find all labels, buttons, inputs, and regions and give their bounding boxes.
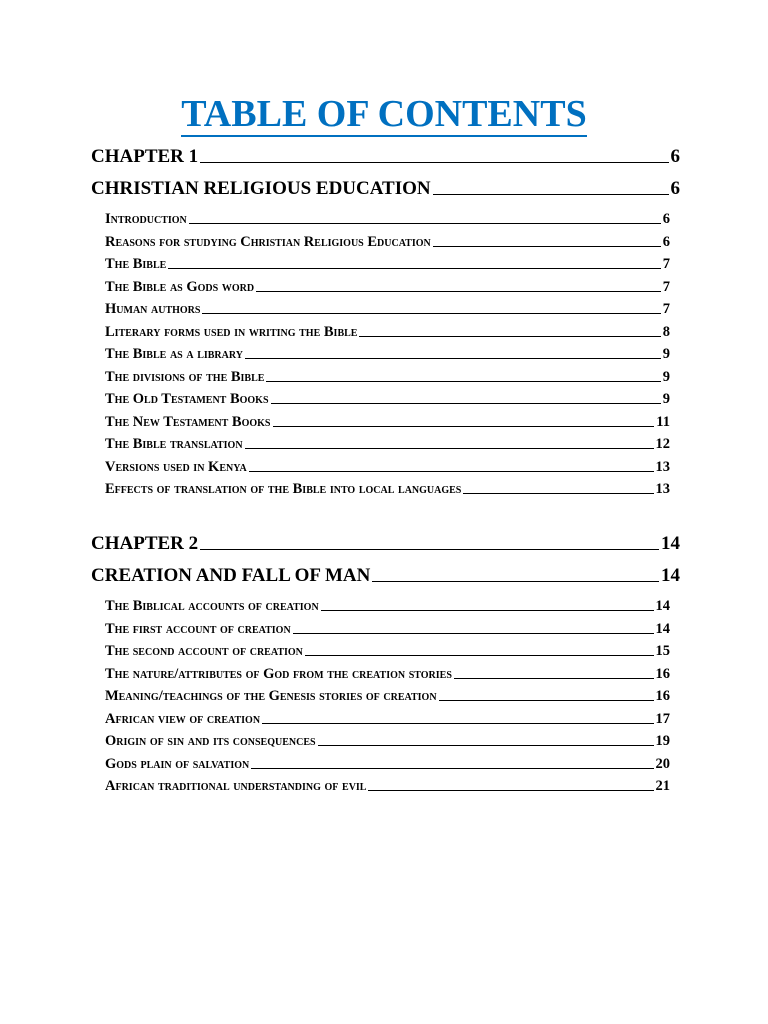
- toc-page-number: 14: [655, 621, 670, 637]
- toc-entry[interactable]: [105, 642, 670, 660]
- toc-page-number: 7: [662, 279, 670, 295]
- toc-leader: [293, 633, 654, 634]
- toc-leader: [200, 162, 668, 163]
- toc-entry[interactable]: [105, 413, 670, 431]
- toc-label: Introduction: [105, 211, 187, 227]
- toc-label: The Bible as a library: [105, 346, 243, 362]
- toc-page-number: 12: [655, 436, 670, 452]
- toc-entry[interactable]: [105, 687, 670, 705]
- toc-label: CHAPTER 1: [91, 146, 199, 167]
- toc-entry[interactable]: [105, 665, 670, 683]
- toc-label: CREATION AND FALL OF MAN: [91, 565, 371, 586]
- toc-leader: [433, 246, 661, 247]
- toc-page-number: 6: [662, 234, 670, 250]
- toc-entry[interactable]: [105, 458, 670, 476]
- toc-leader: [251, 768, 653, 769]
- toc-label: African view of creation: [105, 711, 261, 727]
- toc-chapter-subtitle[interactable]: [91, 176, 680, 200]
- toc-entry[interactable]: [105, 390, 670, 408]
- toc-entry[interactable]: [105, 255, 670, 273]
- toc-chapter-heading[interactable]: [91, 531, 680, 555]
- toc-leader: [200, 549, 659, 550]
- toc-page-number: 11: [656, 414, 670, 430]
- toc-leader: [245, 448, 654, 449]
- toc-entry[interactable]: [105, 278, 670, 296]
- toc-chapter-subtitle[interactable]: [91, 563, 680, 587]
- toc-leader: [271, 403, 661, 404]
- toc-label: The nature/attributes of God from the creation stories: [105, 666, 452, 682]
- toc-entry[interactable]: [105, 300, 670, 318]
- toc-label: Effects of translation of the Bible into local languages: [105, 481, 462, 497]
- toc-page-number: 13: [655, 481, 670, 497]
- toc-page-number: 7: [662, 301, 670, 317]
- toc-label: The Biblical accounts of creation: [105, 598, 319, 614]
- toc-entry[interactable]: [105, 777, 670, 795]
- toc-page-number: 7: [662, 256, 670, 272]
- toc-leader: [463, 493, 653, 494]
- toc-label: The New Testament Books: [105, 414, 271, 430]
- toc-page-number: 21: [655, 778, 670, 794]
- toc-entry[interactable]: [105, 323, 670, 341]
- toc-leader: [256, 291, 661, 292]
- toc-entry[interactable]: [105, 345, 670, 363]
- toc-page-number: 9: [662, 346, 670, 362]
- toc-leader: [168, 268, 660, 269]
- toc-page-number: 20: [655, 756, 670, 772]
- toc-label: The second account of creation: [105, 643, 303, 659]
- toc-entry[interactable]: [105, 435, 670, 453]
- page-title-text: TABLE OF CONTENTS: [181, 93, 587, 135]
- toc-label: Gods plain of salvation: [105, 756, 250, 772]
- toc-page-number: 15: [655, 643, 670, 659]
- toc-label: The first account of creation: [105, 621, 291, 637]
- toc-entry[interactable]: [105, 732, 670, 750]
- toc-page-number: 6: [662, 211, 670, 227]
- toc-leader: [372, 581, 659, 582]
- toc-label: CHAPTER 2: [91, 533, 199, 554]
- toc-entry[interactable]: [105, 480, 670, 498]
- toc-page-number: 14: [661, 565, 680, 586]
- toc-entry[interactable]: [105, 710, 670, 728]
- toc-page-number: 13: [655, 459, 670, 475]
- toc-label: The Bible as Gods word: [105, 279, 255, 295]
- toc-label: The Old Testament Books: [105, 391, 269, 407]
- toc-entry[interactable]: [105, 755, 670, 773]
- toc-page-number: 9: [662, 391, 670, 407]
- toc-label: Versions used in Kenya: [105, 459, 247, 475]
- toc-leader: [189, 223, 661, 224]
- toc-page-number: 8: [662, 324, 670, 340]
- toc-label: Origin of sin and its consequences: [105, 733, 316, 749]
- toc-leader: [433, 194, 669, 195]
- toc-label: Human authors: [105, 301, 201, 317]
- toc-entry[interactable]: [105, 210, 670, 228]
- toc-leader: [439, 700, 654, 701]
- toc-leader: [266, 381, 660, 382]
- toc-page-number: 6: [670, 178, 680, 199]
- toc-label: African traditional understanding of evil: [105, 778, 367, 794]
- toc-page-number: 16: [655, 688, 670, 704]
- toc-entry[interactable]: [105, 233, 670, 251]
- toc-leader: [202, 313, 660, 314]
- toc-label: Reasons for studying Christian Religious Education: [105, 234, 431, 250]
- toc-leader: [359, 336, 660, 337]
- toc-label: Meaning/teachings of the Genesis stories of creation: [105, 688, 437, 704]
- toc-leader: [454, 678, 654, 679]
- toc-leader: [321, 610, 654, 611]
- toc-label: The Bible: [105, 256, 167, 272]
- toc-leader: [245, 358, 661, 359]
- page-title: [0, 92, 768, 136]
- toc-leader: [249, 471, 654, 472]
- toc-label: The Bible translation: [105, 436, 243, 452]
- toc-page-number: 19: [655, 733, 670, 749]
- toc-leader: [273, 426, 655, 427]
- toc-leader: [305, 655, 654, 656]
- toc-entry[interactable]: [105, 620, 670, 638]
- toc-label: The divisions of the Bible: [105, 369, 265, 385]
- toc-page-number: 14: [661, 533, 680, 554]
- toc-page-number: 9: [662, 369, 670, 385]
- toc-leader: [262, 723, 653, 724]
- toc-page-number: 17: [655, 711, 670, 727]
- toc-page-number: 16: [655, 666, 670, 682]
- toc-entry[interactable]: [105, 597, 670, 615]
- toc-entry[interactable]: [105, 368, 670, 386]
- toc-label: Literary forms used in writing the Bible: [105, 324, 358, 340]
- toc-chapter-heading[interactable]: [91, 144, 680, 168]
- toc-leader: [368, 790, 653, 791]
- toc-leader: [318, 745, 654, 746]
- toc-page-number: 14: [655, 598, 670, 614]
- toc-page-number: 6: [670, 146, 680, 167]
- toc-label: CHRISTIAN RELIGIOUS EDUCATION: [91, 178, 431, 199]
